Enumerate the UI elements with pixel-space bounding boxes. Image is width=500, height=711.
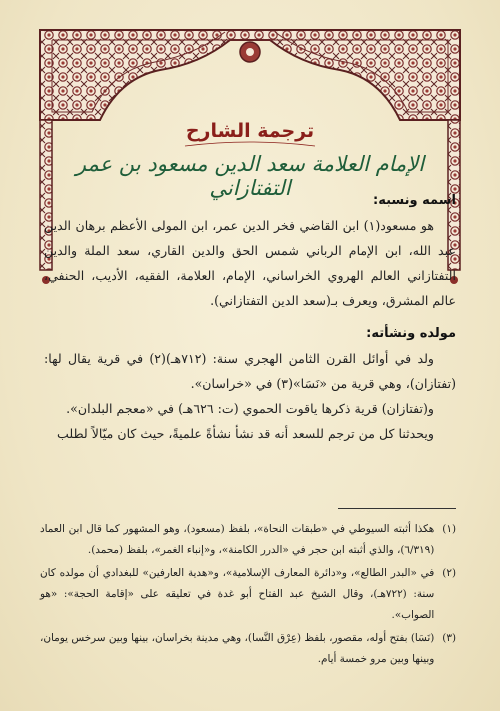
footnotes [40,519,456,672]
footnote-text: هكذا أثبته السيوطي في «طبقات النحاة»، بلفظ (مسعود)، وهو المشهور كما قال ابن العماد (٦/٣١٩)، والذي أثبته ابن حجر في «الدرر الكامنة»، و«إنباء الغمر»، بلفظ (محمد). [40,523,435,556]
footnote [40,519,456,561]
footnote [40,563,456,626]
footnote-divider [338,508,456,509]
paragraph-birth-1: ولد في أوائل القرن الثامن الهجري سنة: (٧١٢هـ)(٢) في قرية يقال لها: (تفتازان)، وهي قرية من «نَسَا»(٣) في «خراسان». [44,351,456,391]
paragraph-birth-2: و(تفتازان) قرية ذكرها ياقوت الحموي (ت: ٦٢٦هـ) في «معجم البلدان». [66,401,434,416]
footnote [40,628,456,670]
footnote-number: (٢) [442,567,456,579]
section-heading-birth: مولده ونشأته: [366,326,456,341]
paragraph-birth-3: ويحدثنا كل من ترجم للسعد أنه قد نشأ نشأةً علميةً، حيث كان ميّالاً لطلب [57,426,434,441]
page-subtitle: الإمام العلامة سعد الدين مسعود بن عمر التفتازاني [75,152,425,200]
section-heading-name: اسمه ونسبه: [373,193,456,208]
footnote-text: (نَسَا) بفتح أوله، مقصور، بلفظ (عِرْق النَّسا)، وهي مدينة بخراسان، بينها وبين سرخس يومان، وبينها وبين مرو خمسة أيام. [40,632,435,665]
footnote-text: في «البدر الطالع»، و«دائرة المعارف الإسلامية»، و«هدية العارفين» للبغدادي أن مولده كان سنة: (٧٢٢هـ)، وقال الشيخ عبد الفتاح أبو غدة في تعليقه على «إقامة الحجة»: «هو الصواب». [40,567,435,621]
footnote-number: (١) [442,523,456,535]
main-text [44,188,456,446]
page-title: ترجمة الشارح [185,120,315,142]
paragraph-name: هو مسعود(١) ابن القاضي فخر الدين عمر، ابن المولى الأعظم برهان الدين عبد الله، ابن الإمام الرباني شمس الحق والدين القاري، سعد الملة والدين التفتازاني العالم الهروي الخراساني، الإمام، العلامة، الفقيه، الأديب، الحنفي، عالم المشرق، ويعرف بـ(سعد الدين التفتازاني). [44,218,456,308]
footnote-number: (٣) [442,632,456,644]
